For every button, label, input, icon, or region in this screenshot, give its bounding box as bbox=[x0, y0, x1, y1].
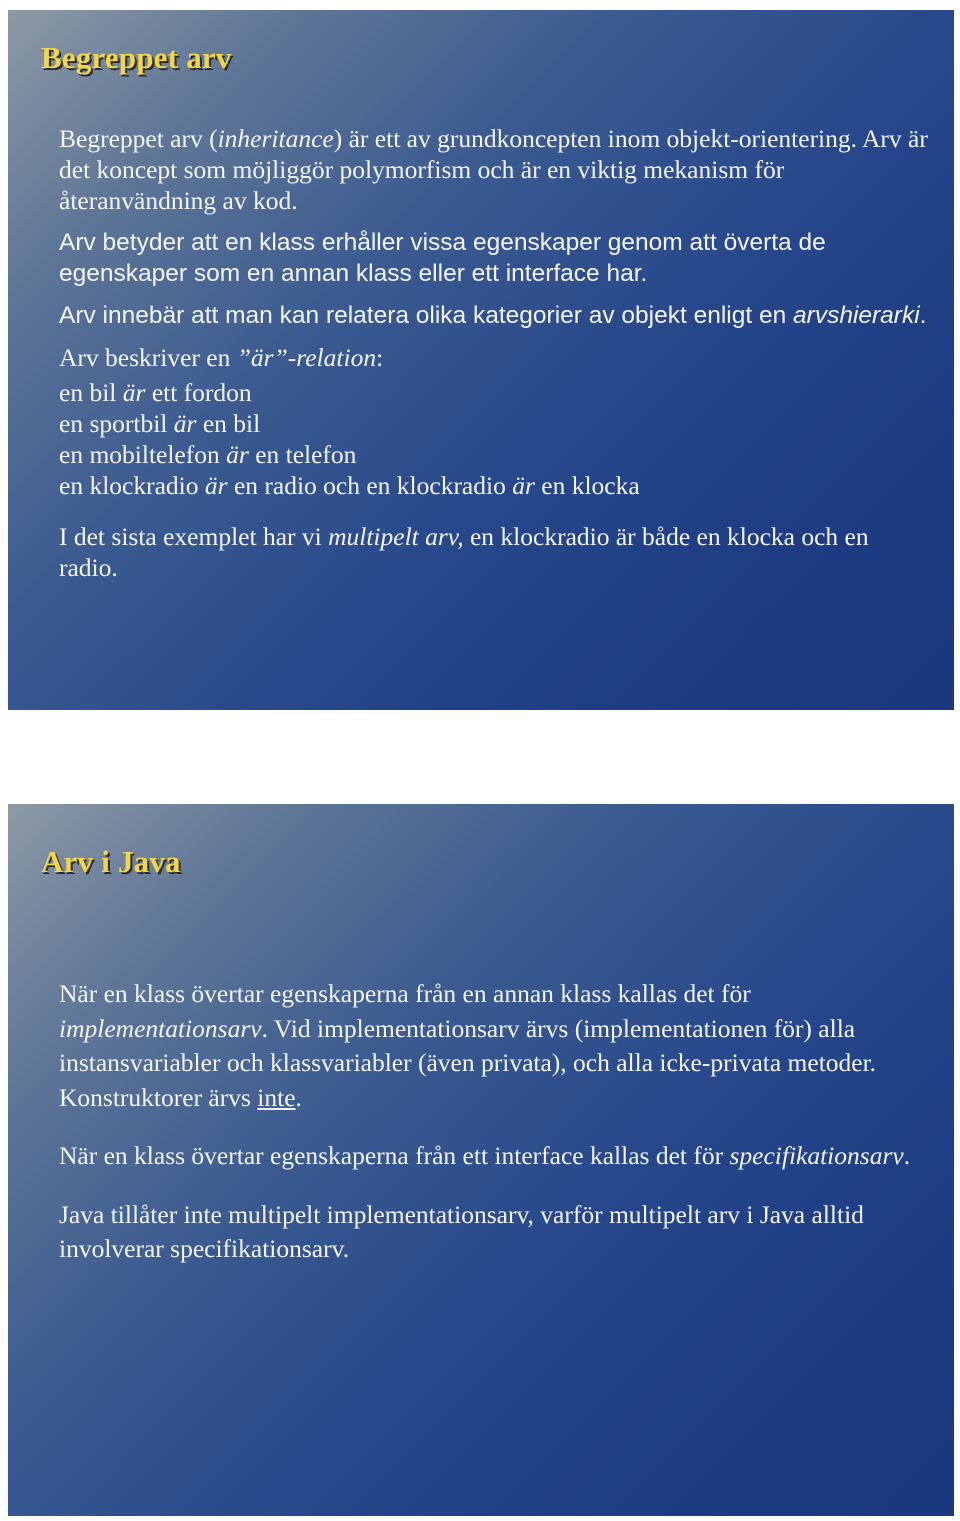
text-run: ) är ett av grundkoncepten inom objekt-orientering. Arv är det koncept som möjliggör polymorfism och är en viktig mekanism för återanvändning av kod. bbox=[59, 124, 928, 215]
text-run: I det sista exemplet har vi bbox=[59, 522, 329, 551]
italic-term: är bbox=[173, 409, 197, 438]
text-run: en klocka bbox=[534, 471, 640, 500]
italic-term: multipelt arv, bbox=[328, 522, 464, 551]
text-run: Arv beskriver en bbox=[59, 343, 237, 372]
text-run: När en klass övertar egenskaperna från en annan klass kallas det för bbox=[59, 979, 751, 1008]
example-item bbox=[59, 439, 930, 470]
italic-term: är bbox=[226, 440, 249, 469]
text-run: en mobiltelefon bbox=[59, 440, 227, 469]
slide-title: Arv i Java bbox=[41, 844, 181, 879]
italic-term: implementationsarv bbox=[59, 1013, 262, 1043]
underlined-term: inte bbox=[257, 1082, 296, 1112]
text-run: När en klass övertar egenskaperna från ett interface kallas det för bbox=[59, 1141, 730, 1170]
italic-term: är bbox=[512, 471, 535, 500]
text-run: . bbox=[919, 302, 927, 329]
text-run: ett fordon bbox=[145, 378, 252, 407]
text-run: Begreppet arv ( bbox=[59, 124, 218, 153]
italic-term: är bbox=[204, 471, 228, 500]
slide1-body bbox=[59, 123, 930, 594]
paragraph-java-multiple: Java tillåter inte multipelt implementationsarv, varför multipelt arv i Java alltid involverar specifikationsarv. bbox=[59, 1199, 864, 1263]
italic-term: är bbox=[122, 378, 146, 407]
text-run: en klockradio är både en klocka och en radio. bbox=[59, 522, 869, 582]
italic-term: inheritance bbox=[217, 124, 334, 153]
text-run: en sportbil bbox=[59, 409, 174, 438]
paragraph-meaning: Arv betyder att en klass erhåller vissa egenskaper genom att överta de egenskaper som en annan klass eller ett interface har. bbox=[59, 229, 826, 287]
text-run: en bil bbox=[196, 409, 261, 438]
paragraph-definition bbox=[59, 123, 930, 216]
slide2-body bbox=[59, 977, 930, 1267]
italic-term: arvshierarki bbox=[793, 302, 920, 329]
text-run: en telefon bbox=[248, 440, 357, 469]
text-run: . bbox=[295, 1082, 302, 1112]
paragraph-multiple-inheritance bbox=[59, 521, 930, 583]
text-run: . bbox=[903, 1141, 911, 1170]
text-run: en klockradio bbox=[59, 471, 205, 500]
example-item bbox=[59, 377, 930, 408]
italic-term: specifikationsarv bbox=[729, 1141, 904, 1170]
text-run: Arv innebär att man kan relatera olika kategorier av objekt enligt en bbox=[59, 302, 794, 329]
paragraph-implementation-inheritance bbox=[59, 977, 930, 1115]
example-list bbox=[59, 377, 930, 501]
slide-title: Begreppet arv bbox=[41, 40, 232, 75]
text-run: en bil bbox=[59, 378, 123, 407]
text-run: en radio och en klockradio bbox=[227, 471, 513, 500]
example-item bbox=[59, 470, 930, 501]
paragraph-hierarchy bbox=[59, 300, 930, 331]
text-run: : bbox=[376, 343, 384, 372]
example-item bbox=[59, 408, 930, 439]
text-run: . Vid implementationsarv ärvs (implementationen för) alla instansvariabler och klassvariabler (även privata), och alla icke-privata metoder. Konstruktorer ärvs bbox=[59, 1013, 877, 1112]
paragraph-specification-inheritance bbox=[59, 1139, 930, 1174]
paragraph-is-relation bbox=[59, 342, 930, 373]
italic-term: ”är”-relation bbox=[236, 343, 377, 372]
